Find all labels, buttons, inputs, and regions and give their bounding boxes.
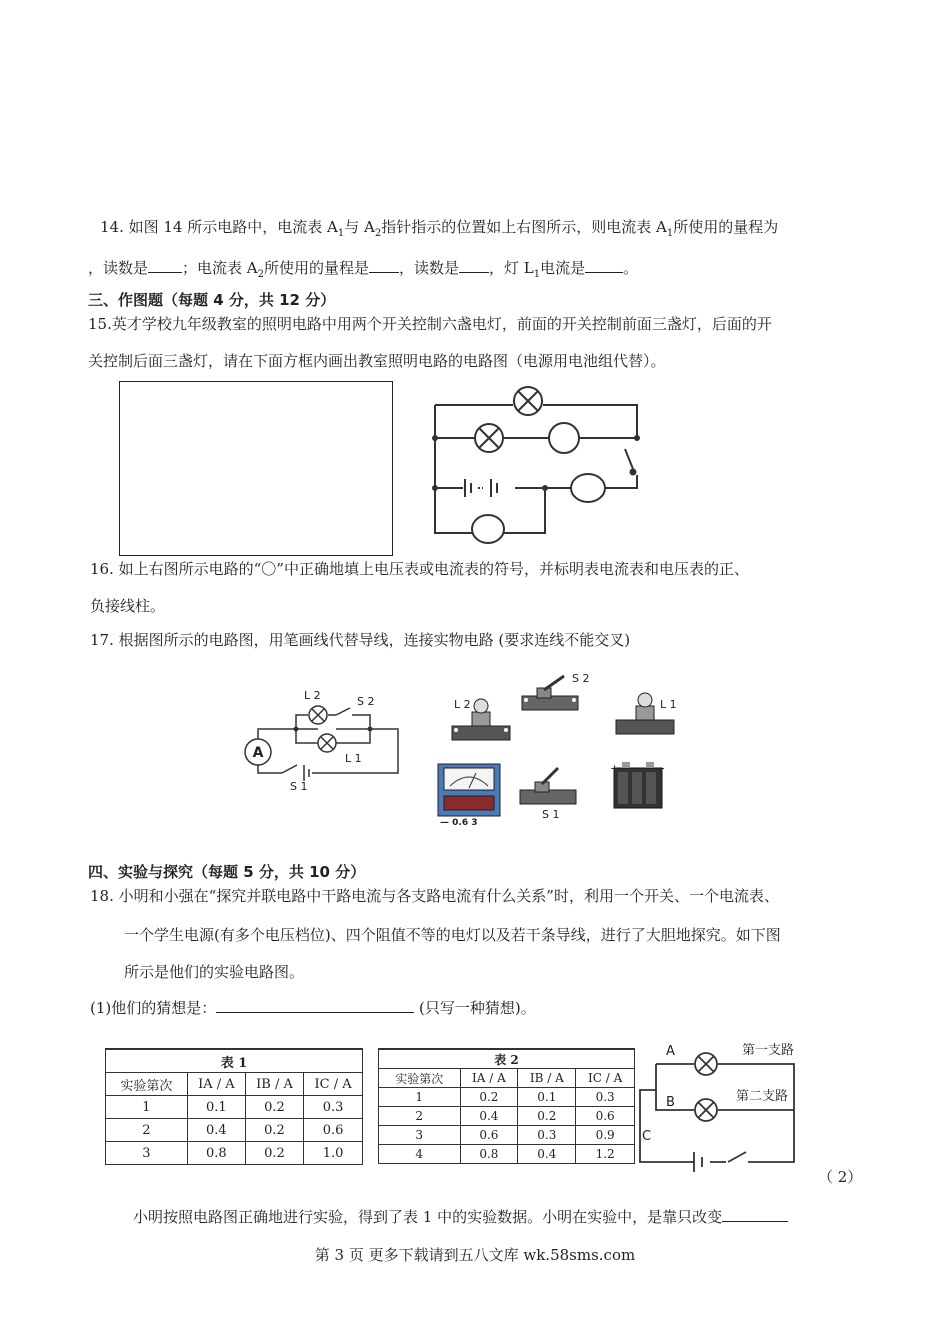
table-cell: 0.4 [460, 1107, 518, 1126]
table-row [379, 1088, 635, 1107]
battery-minus-label: − [656, 762, 666, 775]
meter-scale-label: — 0.6 3 [440, 818, 478, 828]
lamp-icon [309, 706, 327, 724]
table-cell: 4 [379, 1145, 461, 1164]
q15-line1: 15.英才学校九年级教室的照明电路中用两个开关控制六盏电灯，前面的开关控制前面三盏灯，后面的开 [88, 315, 772, 333]
drawing-answer-box[interactable] [119, 381, 393, 556]
label-s1: S 1 [542, 808, 560, 821]
bulb-holder-l2 [452, 698, 510, 740]
table-row [379, 1107, 635, 1126]
table-cell: 0.9 [576, 1126, 635, 1145]
table-header: IA / A [460, 1069, 518, 1088]
table-header: 实验第次 [379, 1069, 461, 1088]
answer-blank[interactable] [585, 256, 623, 273]
table-cell: 1.2 [576, 1145, 635, 1164]
meter-circle [571, 474, 605, 502]
table-2 [378, 1048, 635, 1164]
label-l2: L 2 [304, 689, 321, 702]
q18-part2-label: （ 2） [818, 1168, 863, 1186]
table-cell: 0.2 [245, 1096, 303, 1119]
table-cell: 0.6 [304, 1119, 363, 1142]
answer-blank[interactable] [369, 256, 399, 273]
table-cell: 0.2 [518, 1107, 576, 1126]
table-1 [105, 1048, 363, 1165]
q15-line2: 关控制后面三盏灯，请在下面方框内画出教室照明电路的电路图（电源用电池组代替）。 [88, 352, 666, 370]
table-header: IB / A [245, 1073, 303, 1096]
table-cell: 1.0 [304, 1142, 363, 1165]
table-cell: 0.3 [304, 1096, 363, 1119]
table-row [379, 1126, 635, 1145]
table-row [106, 1096, 363, 1119]
table-header: IB / A [518, 1069, 576, 1088]
q17-schematic [238, 685, 403, 795]
table-cell: 0.8 [187, 1142, 245, 1165]
parallel-circuit-diagram [636, 1036, 806, 1172]
ammeter-label: A [252, 745, 264, 761]
table-header: 实验第次 [106, 1073, 188, 1096]
table-cell: 3 [379, 1126, 461, 1145]
table-cell: 0.6 [576, 1107, 635, 1126]
battery-plus-label: + [610, 762, 620, 775]
table-row [106, 1119, 363, 1142]
q18-line3: 所示是他们的实验电路图。 [124, 963, 305, 981]
table-cell: 0.1 [187, 1096, 245, 1119]
answer-blank[interactable] [722, 1205, 788, 1222]
q16-line1: 16. 如上右图所示电路的“〇”中正确地填上电压表或电流表的符号，并标明表电流表和电压表的正、 [90, 560, 749, 578]
bulb-holder-l1 [616, 693, 677, 734]
table-cell: 2 [106, 1119, 188, 1142]
lamp-icon [475, 424, 503, 452]
q17-line1: 17. 根据图所示的电路图，用笔画线代替导线，连接实物电路 (要求连线不能交叉) [90, 631, 631, 649]
point-c-label: C [642, 1129, 652, 1144]
table-cell: 1 [379, 1088, 461, 1107]
table-caption: 表 1 [106, 1049, 363, 1073]
q18-part2: 小明按照电路图正确地进行实验，得到了表 1 中的实验数据。小明在实验中，是靠只改变 [133, 1205, 788, 1227]
label-s1: S 1 [290, 780, 308, 793]
table-row [106, 1142, 363, 1165]
point-a-label: A [666, 1044, 675, 1059]
label-s2: S 2 [572, 672, 590, 685]
label-l1: L 1 [660, 698, 677, 711]
table-header: IA / A [187, 1073, 245, 1096]
label-l2: L 2 [454, 698, 471, 711]
answer-blank[interactable] [216, 996, 414, 1013]
q14-line1: 14. 如图 14 所示电路中，电流表 $A_1$与 $A_2$指针指示的位置如上右图所示，则电流表 $A_1$所使用的量程为 [100, 218, 779, 239]
label-l1: L 1 [345, 752, 362, 765]
point-b-label: B [666, 1095, 675, 1110]
table-cell: 0.2 [245, 1119, 303, 1142]
q18-line1: 18. 小明和小强在“探究并联电路中干路电流与各支路电流有什么关系”时，利用一个开关、一个电流表、 [90, 887, 779, 905]
table-cell: 3 [106, 1142, 188, 1165]
table-header: IC / A [576, 1069, 635, 1088]
table-cell: 0.4 [518, 1145, 576, 1164]
table-header: IC / A [304, 1073, 363, 1096]
page-footer: 第 3 页 更多下载请到五八文库 wk.58sms.com [314, 1246, 636, 1264]
table-cell: 1 [106, 1096, 188, 1119]
answer-blank[interactable] [148, 256, 182, 273]
branch2-label: 第二支路 [736, 1089, 789, 1104]
q17-components [432, 668, 682, 828]
q18-line2: 一个学生电源(有多个电压档位)、四个阻值不等的电灯以及若干条导线，进行了大胆地探究。如下图 [124, 926, 781, 944]
q16-circuit-diagram [425, 385, 645, 545]
branch1-label: 第一支路 [742, 1043, 795, 1058]
table-cell: 2 [379, 1107, 461, 1126]
q14-line2: ，读数是 ；电流表 $A_2$所使用的量程是 ，读数是 ，灯 $L_1$电流是 。 [88, 256, 638, 285]
table-row [379, 1145, 635, 1164]
table-cell: 0.3 [576, 1088, 635, 1107]
battery-pack [610, 762, 665, 808]
q16-line2: 负接线柱。 [90, 597, 166, 615]
q18-part1: (1)他们的猜想是： (只写一种猜想)。 [90, 996, 536, 1018]
section-heading: 三、作图题（每题 4 分，共 12 分） [88, 291, 336, 309]
label-s2: S 2 [357, 695, 375, 708]
answer-blank[interactable] [459, 256, 489, 273]
table-cell: 0.1 [518, 1088, 576, 1107]
table-cell: 0.4 [187, 1119, 245, 1142]
table-cell: 0.2 [245, 1142, 303, 1165]
section-heading: 四、实验与探究（每题 5 分，共 10 分） [88, 863, 366, 881]
switch-s2 [522, 672, 589, 710]
battery-icon [465, 479, 497, 497]
ammeter-device [438, 764, 500, 828]
lamp-icon [695, 1099, 717, 1121]
meter-circle [472, 515, 504, 543]
lamp-icon [695, 1053, 717, 1075]
meter-circle [549, 423, 579, 453]
table-cell: 0.6 [460, 1126, 518, 1145]
table-caption: 表 2 [379, 1049, 635, 1069]
table-cell: 0.8 [460, 1145, 518, 1164]
table-cell: 0.2 [460, 1088, 518, 1107]
lamp-icon [514, 387, 542, 415]
lamp-icon [318, 734, 336, 752]
table-cell: 0.3 [518, 1126, 576, 1145]
switch-s1 [520, 768, 576, 821]
